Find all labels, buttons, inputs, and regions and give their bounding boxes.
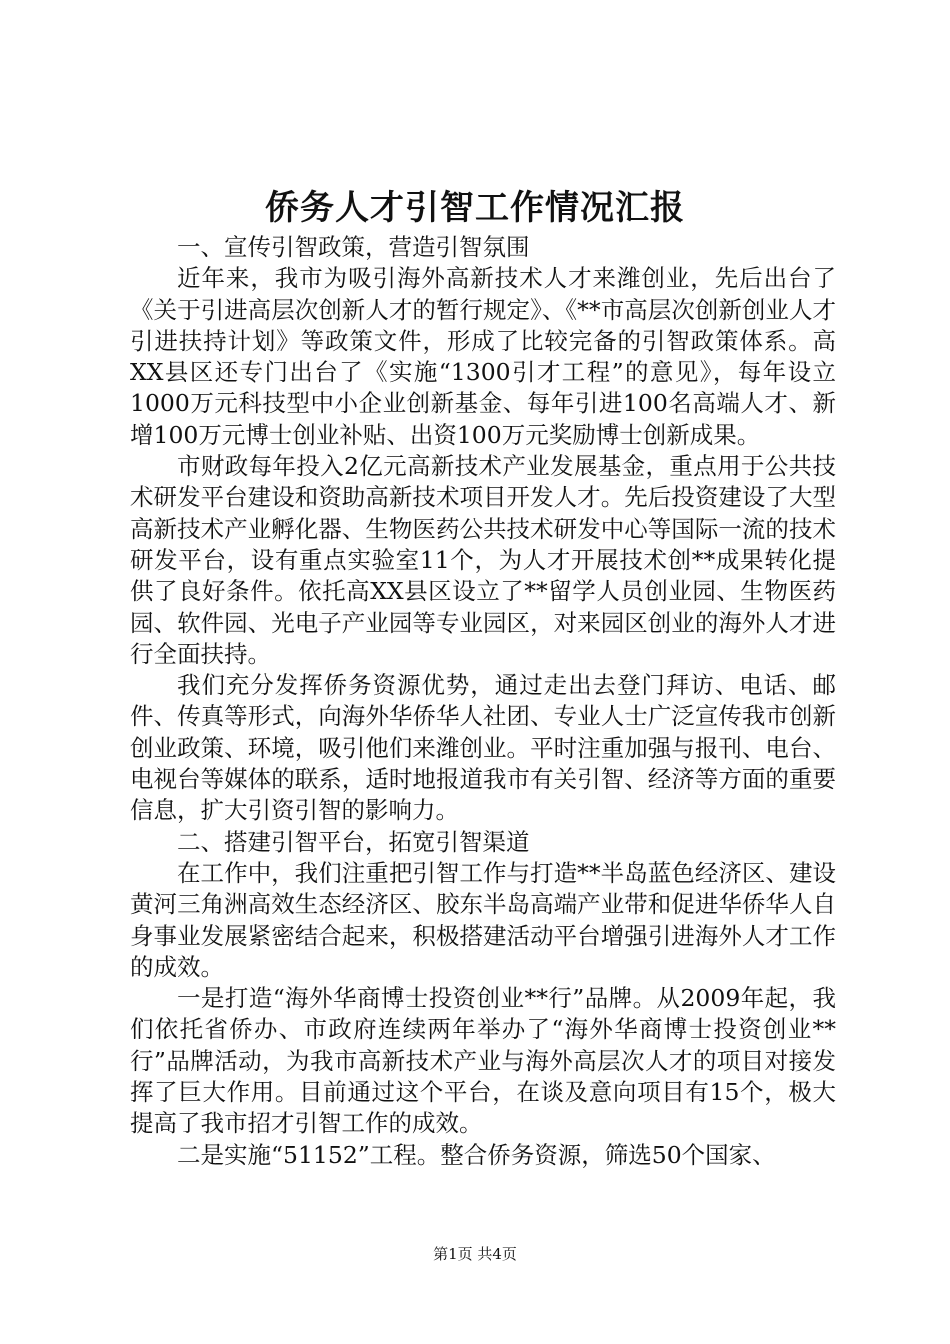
paragraph: 二是实施“51152”工程。整合侨务资源，筛选50个国家、 — [177, 1140, 776, 1169]
paragraph: 市财政每年投入2亿元高新技术产业发展基金，重点用于公共技术研发平台建设和资助高新技术项目开发人才。先后投资建设了大型高新技术产业孵化器、生物医药公共技术研发中心等国际一流的技术研发平台，设有重点实验室11个，为人才开展技术创**成果转化提供了良好条件。依托高XX县区设立了**留学人员创业园、生物医药园、软件园、光电子产业园等专业园区，对来园区创业的海外人才进行全面扶持。 — [130, 452, 836, 668]
paragraph: 在工作中，我们注重把引智工作与打造**半岛蓝色经济区、建设黄河三角洲高效生态经济区、胶东半岛高端产业带和促进华侨华人自身事业发展紧密结合起来，积极搭建活动平台增强引进海外人才工作的成效。 — [130, 858, 836, 981]
document-body — [130, 232, 836, 1171]
section-heading-1: 一、宣传引智政策，营造引智氛围 — [177, 233, 530, 261]
section-heading-2: 二、搭建引智平台，拓宽引智渠道 — [177, 827, 530, 856]
paragraph: 近年来，我市为吸引海外高新技术人才来潍创业，先后出台了《关于引进高层次创新人才的暂行规定》、《**市高层次创新创业人才引进扶持计划》等政策文件，形成了比较完备的引智政策体系。高XX县区还专门出台了《实施“1300引才工程”的意见》，每年设立1000万元科技型中小企业创新基金、每年引进100名高端人才、新增100万元博士创业补贴、出资100万元奖励博士创新成果。 — [130, 264, 836, 449]
page-footer: 第1页 共4页 — [433, 1245, 517, 1263]
paragraph: 一是打造“海外华商博士投资创业**行”品牌。从2009年起，我们依托省侨办、市政府连续两年举办了“海外华商博士投资创业**行”品牌活动，为我市高新技术产业与海外高层次人才的项目对接发挥了巨大作用。目前通过这个平台，在谈及意向项目有15个，极大提高了我市招才引智工作的成效。 — [130, 984, 836, 1138]
paragraph: 我们充分发挥侨务资源优势，通过走出去登门拜访、电话、邮件、传真等形式，向海外华侨华人社团、专业人士广泛宣传我市创新创业政策、环境，吸引他们来潍创业。平时注重加强与报刊、电台、电视台等媒体的联系，适时地报道我市有关引智、经济等方面的重要信息，扩大引资引智的影响力。 — [130, 671, 836, 825]
page-title: 侨务人才引智工作情况汇报 — [265, 188, 685, 228]
